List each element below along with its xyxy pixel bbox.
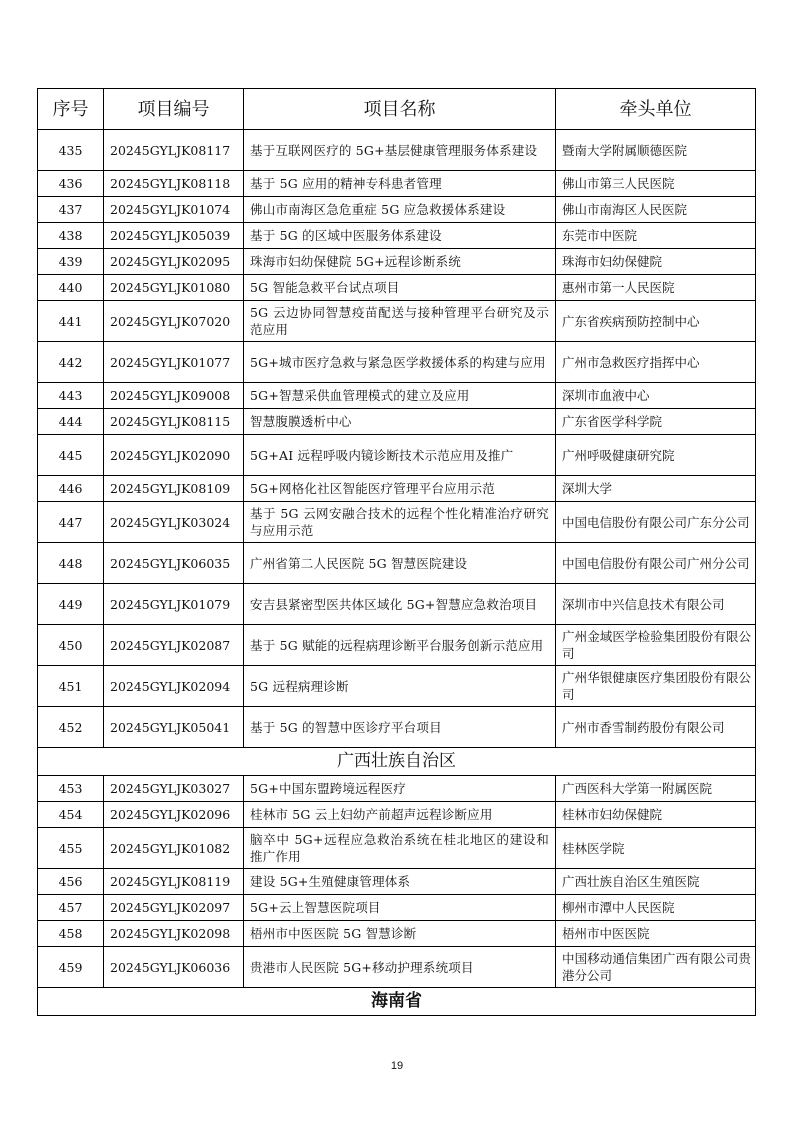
- cell-project-name: 基于 5G 的智慧中医诊疗平台项目: [244, 707, 556, 748]
- cell-code: 20245GYLJK03027: [104, 776, 244, 802]
- cell-code: 20245GYLJK08119: [104, 869, 244, 895]
- table-row: [38, 383, 756, 409]
- cell-code: 20245GYLJK08109: [104, 476, 244, 502]
- table-header-row: [38, 89, 756, 130]
- table-row: [38, 130, 756, 171]
- section-title-guangxi: 广西壮族自治区: [38, 748, 756, 776]
- table-row: [38, 625, 756, 666]
- table-row: [38, 802, 756, 828]
- cell-serial: 450: [38, 625, 104, 666]
- cell-project-name: 建设 5G+生殖健康管理体系: [244, 869, 556, 895]
- cell-project-name: 5G+云上智慧医院项目: [244, 895, 556, 921]
- cell-project-name: 基于 5G 的区域中医服务体系建设: [244, 223, 556, 249]
- cell-code: 20245GYLJK09008: [104, 383, 244, 409]
- cell-lead-unit: 广州金域医学检验集团股份有限公司: [556, 625, 756, 666]
- cell-lead-unit: 深圳市血液中心: [556, 383, 756, 409]
- cell-code: 20245GYLJK06036: [104, 947, 244, 988]
- table-row: [38, 947, 756, 988]
- cell-lead-unit: 佛山市第三人民医院: [556, 171, 756, 197]
- cell-project-name: 基于 5G 应用的精神专科患者管理: [244, 171, 556, 197]
- header-code: 项目编号: [104, 89, 244, 130]
- cell-project-name: 贵港市人民医院 5G+移动护理系统项目: [244, 947, 556, 988]
- cell-lead-unit: 桂林医学院: [556, 828, 756, 869]
- cell-serial: 435: [38, 130, 104, 171]
- cell-lead-unit: 中国电信股份有限公司广东分公司: [556, 502, 756, 543]
- cell-code: 20245GYLJK01080: [104, 275, 244, 301]
- cell-serial: 443: [38, 383, 104, 409]
- table-row: [38, 895, 756, 921]
- cell-lead-unit: 中国电信股份有限公司广州分公司: [556, 543, 756, 584]
- cell-lead-unit: 深圳市中兴信息技术有限公司: [556, 584, 756, 625]
- cell-serial: 436: [38, 171, 104, 197]
- cell-project-name: 基于 5G 赋能的远程病理诊断平台服务创新示范应用: [244, 625, 556, 666]
- cell-serial: 455: [38, 828, 104, 869]
- cell-lead-unit: 广西医科大学第一附属医院: [556, 776, 756, 802]
- cell-code: 20245GYLJK08115: [104, 409, 244, 435]
- cell-lead-unit: 广州市香雪制药股份有限公司: [556, 707, 756, 748]
- cell-lead-unit: 桂林市妇幼保健院: [556, 802, 756, 828]
- cell-code: 20245GYLJK01074: [104, 197, 244, 223]
- cell-project-name: 5G 云边协同智慧疫苗配送与接种管理平台研究及示范应用: [244, 301, 556, 342]
- cell-project-name: 基于 5G 云网安融合技术的远程个性化精准治疗研究与应用示范: [244, 502, 556, 543]
- cell-code: 20245GYLJK03024: [104, 502, 244, 543]
- cell-project-name: 基于互联网医疗的 5G+基层健康管理服务体系建设: [244, 130, 556, 171]
- cell-serial: 444: [38, 409, 104, 435]
- cell-lead-unit: 珠海市妇幼保健院: [556, 249, 756, 275]
- table-row: [38, 171, 756, 197]
- cell-code: 20245GYLJK02087: [104, 625, 244, 666]
- header-name: 项目名称: [244, 89, 556, 130]
- cell-code: 20245GYLJK07020: [104, 301, 244, 342]
- table-row: [38, 223, 756, 249]
- table-row: [38, 502, 756, 543]
- cell-code: 20245GYLJK02098: [104, 921, 244, 947]
- cell-lead-unit: 广州华银健康医疗集团股份有限公司: [556, 666, 756, 707]
- cell-project-name: 脑卒中 5G+远程应急救治系统在桂北地区的建设和推广作用: [244, 828, 556, 869]
- cell-project-name: 珠海市妇幼保健院 5G+远程诊断系统: [244, 249, 556, 275]
- cell-serial: 439: [38, 249, 104, 275]
- cell-lead-unit: 广州市急救医疗指挥中心: [556, 342, 756, 383]
- cell-serial: 453: [38, 776, 104, 802]
- cell-lead-unit: 柳州市潭中人民医院: [556, 895, 756, 921]
- cell-code: 20245GYLJK05041: [104, 707, 244, 748]
- cell-code: 20245GYLJK05039: [104, 223, 244, 249]
- cell-lead-unit: 佛山市南海区人民医院: [556, 197, 756, 223]
- cell-serial: 457: [38, 895, 104, 921]
- cell-serial: 447: [38, 502, 104, 543]
- cell-project-name: 广州省第二人民医院 5G 智慧医院建设: [244, 543, 556, 584]
- cell-serial: 438: [38, 223, 104, 249]
- cell-lead-unit: 东莞市中医院: [556, 223, 756, 249]
- table-row: [38, 249, 756, 275]
- cell-code: 20245GYLJK02096: [104, 802, 244, 828]
- cell-lead-unit: 中国移动通信集团广西有限公司贵港分公司: [556, 947, 756, 988]
- header-unit: 牵头单位: [556, 89, 756, 130]
- cell-serial: 456: [38, 869, 104, 895]
- table-row: [38, 301, 756, 342]
- cell-project-name: 安吉县紧密型医共体区域化 5G+智慧应急救治项目: [244, 584, 556, 625]
- table-row: [38, 275, 756, 301]
- cell-lead-unit: 广州呼吸健康研究院: [556, 435, 756, 476]
- table-row: [38, 921, 756, 947]
- project-table: [37, 88, 756, 1016]
- cell-project-name: 智慧腹膜透析中心: [244, 409, 556, 435]
- table-row: [38, 707, 756, 748]
- cell-lead-unit: 惠州市第一人民医院: [556, 275, 756, 301]
- cell-code: 20245GYLJK02094: [104, 666, 244, 707]
- section-title-hainan: 海南省: [38, 988, 756, 1016]
- section-row-hainan: [38, 988, 756, 1016]
- cell-project-name: 5G+城市医疗急救与紧急医学救援体系的构建与应用: [244, 342, 556, 383]
- cell-serial: 437: [38, 197, 104, 223]
- cell-code: 20245GYLJK08117: [104, 130, 244, 171]
- cell-project-name: 5G+智慧采供血管理模式的建立及应用: [244, 383, 556, 409]
- cell-serial: 449: [38, 584, 104, 625]
- table-row: [38, 409, 756, 435]
- cell-code: 20245GYLJK06035: [104, 543, 244, 584]
- cell-code: 20245GYLJK08118: [104, 171, 244, 197]
- cell-serial: 451: [38, 666, 104, 707]
- table-row: [38, 828, 756, 869]
- cell-serial: 441: [38, 301, 104, 342]
- cell-serial: 454: [38, 802, 104, 828]
- table-row: [38, 543, 756, 584]
- cell-serial: 459: [38, 947, 104, 988]
- cell-lead-unit: 深圳大学: [556, 476, 756, 502]
- cell-project-name: 5G+网格化社区智能医疗管理平台应用示范: [244, 476, 556, 502]
- header-serial: 序号: [38, 89, 104, 130]
- table-row: [38, 776, 756, 802]
- cell-lead-unit: 暨南大学附属顺德医院: [556, 130, 756, 171]
- cell-code: 20245GYLJK01082: [104, 828, 244, 869]
- cell-lead-unit: 广东省疾病预防控制中心: [556, 301, 756, 342]
- cell-project-name: 5G 智能急救平台试点项目: [244, 275, 556, 301]
- cell-code: 20245GYLJK01077: [104, 342, 244, 383]
- cell-code: 20245GYLJK01079: [104, 584, 244, 625]
- cell-code: 20245GYLJK02090: [104, 435, 244, 476]
- section-row-guangxi: [38, 748, 756, 776]
- table-row: [38, 435, 756, 476]
- cell-code: 20245GYLJK02097: [104, 895, 244, 921]
- cell-project-name: 梧州市中医医院 5G 智慧诊断: [244, 921, 556, 947]
- table-row: [38, 666, 756, 707]
- table-row: [38, 869, 756, 895]
- cell-lead-unit: 广东省医学科学院: [556, 409, 756, 435]
- cell-project-name: 桂林市 5G 云上妇幼产前超声远程诊断应用: [244, 802, 556, 828]
- cell-project-name: 5G+AI 远程呼吸内镜诊断技术示范应用及推广: [244, 435, 556, 476]
- table-row: [38, 197, 756, 223]
- cell-serial: 448: [38, 543, 104, 584]
- cell-serial: 458: [38, 921, 104, 947]
- cell-serial: 445: [38, 435, 104, 476]
- table-row: [38, 342, 756, 383]
- cell-project-name: 5G 远程病理诊断: [244, 666, 556, 707]
- table-row: [38, 476, 756, 502]
- cell-project-name: 5G+中国东盟跨境远程医疗: [244, 776, 556, 802]
- cell-serial: 452: [38, 707, 104, 748]
- cell-lead-unit: 广西壮族自治区生殖医院: [556, 869, 756, 895]
- cell-code: 20245GYLJK02095: [104, 249, 244, 275]
- cell-serial: 440: [38, 275, 104, 301]
- cell-serial: 442: [38, 342, 104, 383]
- page-number: 19: [390, 1060, 404, 1072]
- table-row: [38, 584, 756, 625]
- cell-serial: 446: [38, 476, 104, 502]
- cell-project-name: 佛山市南海区急危重症 5G 应急救援体系建设: [244, 197, 556, 223]
- cell-lead-unit: 梧州市中医医院: [556, 921, 756, 947]
